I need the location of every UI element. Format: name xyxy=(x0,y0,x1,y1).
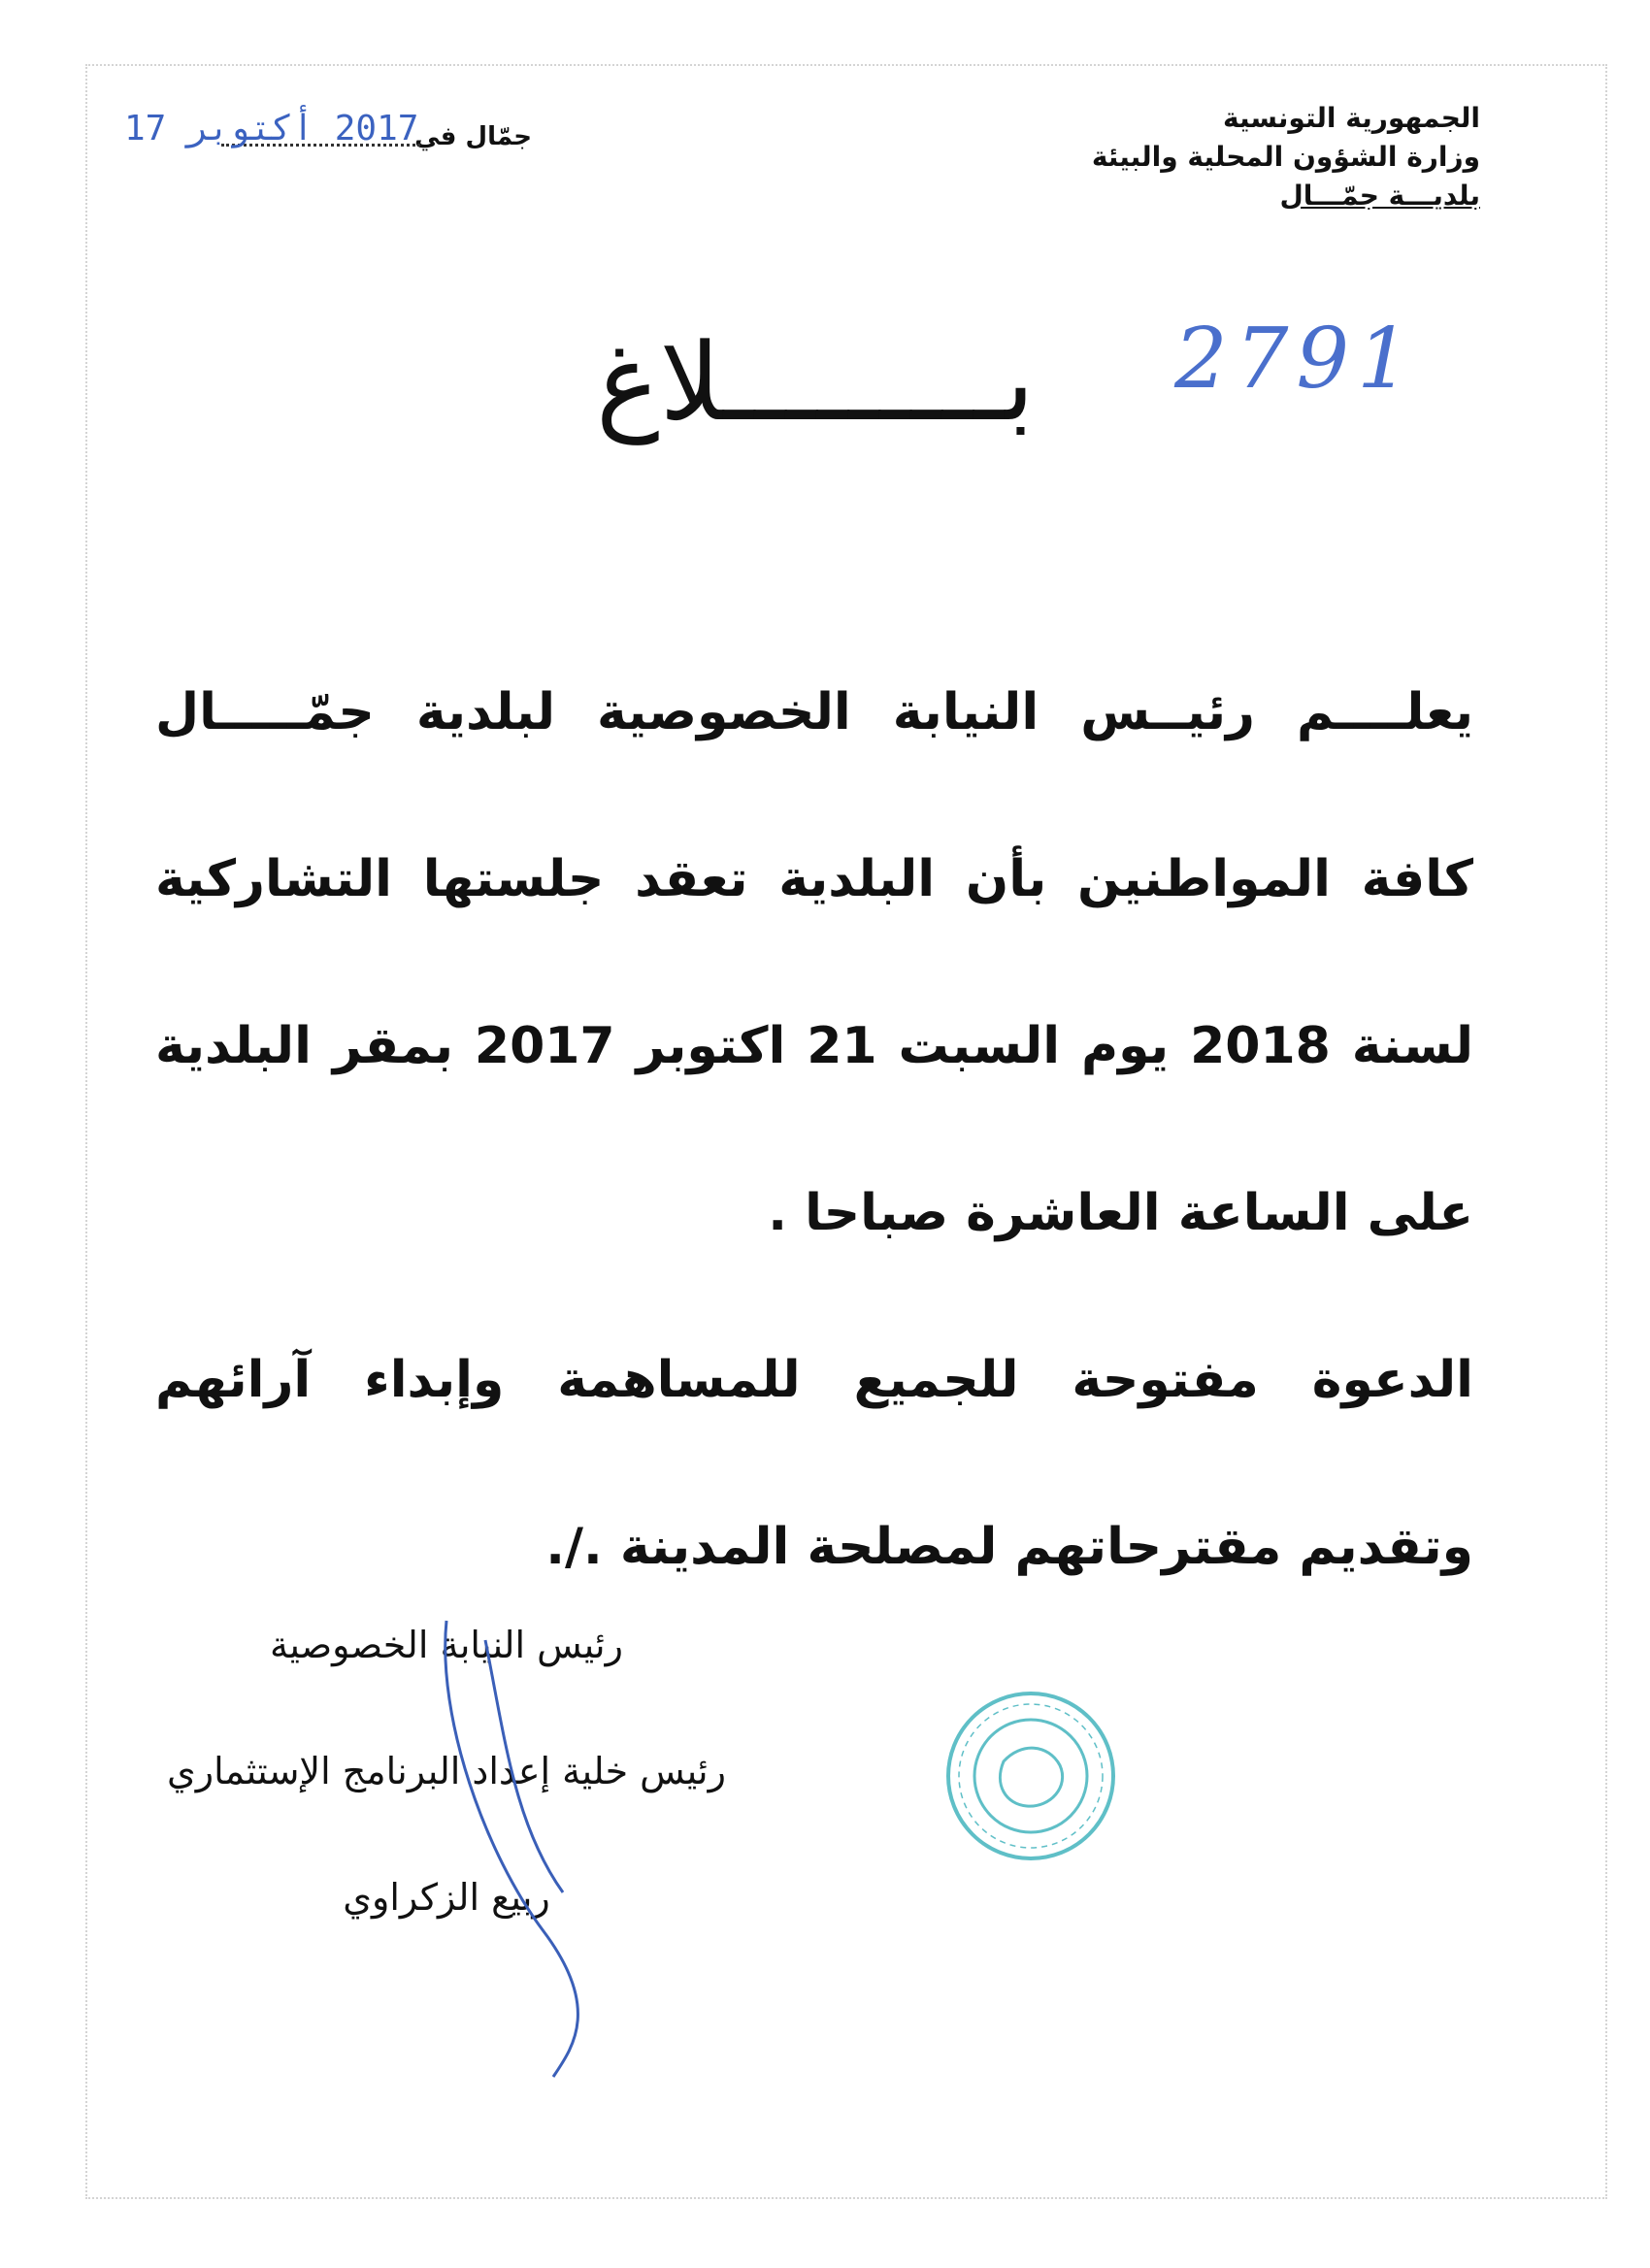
ministry-name: وزارة الشؤون المحلية والبيئة xyxy=(1091,141,1480,173)
date-prefix: جمّال في xyxy=(414,122,532,151)
letterhead xyxy=(898,99,1480,215)
notice-body xyxy=(155,629,1473,1630)
official-seal-stamp xyxy=(934,1684,1128,1868)
document-title: بـــــــــلاغ xyxy=(596,320,1035,444)
handwritten-signature xyxy=(427,1601,602,2087)
signatory-role: رئيس خلية إعداد البرنامج الإستثماري xyxy=(167,1750,726,1792)
date-line xyxy=(124,105,532,153)
signatory-name: ربيع الزكراوي xyxy=(343,1876,550,1919)
body-paragraph-1: يعلــــم رئيــس النيابة الخصوصية لبلدية جمّـــــال كافة المواطنين بأن البلدية تعقد جلستها التشاركية لسنة 2018 يوم السبت 21 اكتوبر 2017 بمقر البلدية على الساعة العاشرة صباحا . xyxy=(155,683,1473,1242)
municipality-name: بلديـــة جمّـــال xyxy=(1279,180,1480,212)
signatory-title: رئيس النيابة الخصوصية xyxy=(270,1624,623,1666)
date-stamp: 2017 أكتوبر 17 xyxy=(124,109,419,148)
body-paragraph-2: الدعوة مفتوحة للجميع للمساهمة وإبداء آرائهم وتقديم مقترحاتهم لمصلحة المدينة ./. xyxy=(155,1351,1473,1576)
republic-name: الجمهورية التونسية xyxy=(1223,102,1480,134)
handwritten-reference-number: 2791 xyxy=(1174,311,1418,408)
